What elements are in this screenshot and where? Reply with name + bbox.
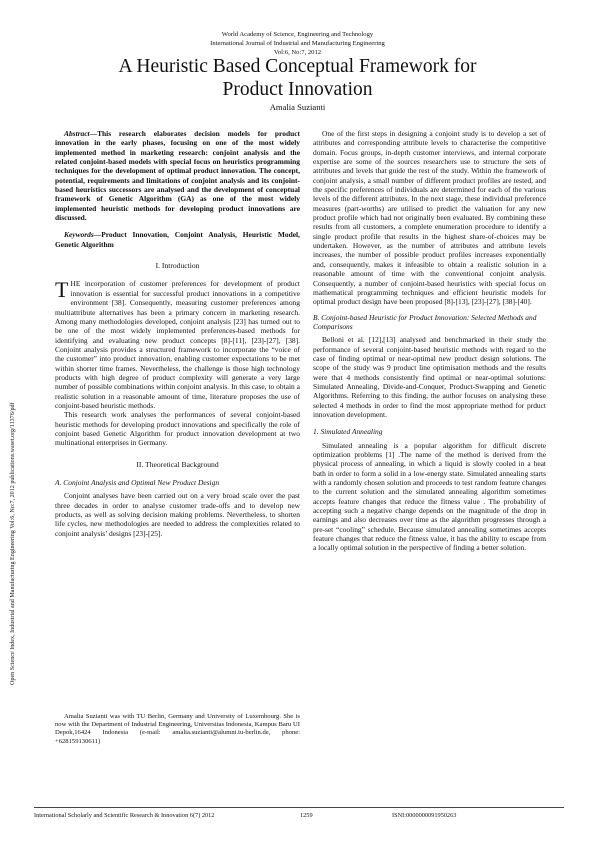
abstract [55,129,300,222]
paper-title-line2: Product Innovation [222,79,373,100]
subsection-b-paragraph: Belloni et al. [12],[13] analysed and benchmarked in their study the performance of several conjoint-based heuristic methods with regard to the case of finding optimal or near-optimal new product design solutions. The scope of the study was 9 product line optimisation methods and the results were that 4 methods consistently find optimal or near-optimal solutions: Simulated Annealing, Divide-and-Conquer, Product-Swapping and Genetic Algorithms. Referring to this finding, the author focuses on analysing these selected 4 methods in order to find the most appropriate method for prduct innovation development. [313,335,546,419]
keywords [55,230,300,249]
right-column [313,129,546,553]
section-heading-background: II. Theoretical Background [136,459,219,469]
subsection-a-paragraph: Conjoint analyses have been carried out on a very broad scale over the past three decades in order to analyse customer trade-offs and to develop new products, as well as solving decision making problems. Nevertheless, to shorten life cycles, new methodologies are needed to address the complexities related to conjoint analysis’ designs [23]-[25]. [55,491,300,538]
subsection-1-paragraph: Simulated annealing is a popular algorithm for difficult discrete optimization problems [1] .The name of the method is derived from the physical process of annealing, in which a liquid is slowly cooled in a heat bath in order to form a solid in a low-energy state. Simulated annealing starts with a randomly chosen solution and proceeds to test random feature changes to the current solution and the simulated annealing algorithm sometimes accepts feature changes that reduce the fitness value . The probability of accepting such a negative change depends on the magnitude of the drop in earnings and also decreases over time as the algorithm progresses through a pre-set “cooling” schedule. Because simulated annealing sometimes accepts feature changes that reduce the fitness value, it has the ability to escape from a locally optimal solution in the perspective of finding a better solution. [313,440,546,553]
intro-paragraph-1 [55,279,300,410]
subsection-heading-1: 1. Simulated Annealing [313,427,383,437]
author-footnote-text: Amalia Suzianti was with TU Berlin, Germany and University of Luxembourg. She is now with the Department of Industrial Engineering, Universitas Indonesia, Kampus Baru UI Depok,16424 Indonesia (e-mail: amalia.suzianti@alumni.tu-berlin.de, phone: +628159130611) [55,713,300,745]
drop-cap: T [55,277,69,303]
journal-header-line3: Vol:6, No:7, 2012 [273,49,322,56]
right-paragraph-1: One of the first steps in designing a conjoint study is to develop a set of attributes and corresponding attribute levels to characterise the competitive domain. Focus groups, in-depth customer interviews, and internal corporate expertise are some of the sources researchers use to structure the sets of attributes and levels that guide the rest of the study. Within the framework of conjoint analysis, a small number of different product profiles are tested, and the specific preferences of individuals are determined for each of the various levels of the different attributes. In the next stage, these individual preference measures (part-worths) are utilised to predict the valuation for any new product profile which had not originally been evaluated. By combining these results from all customers, a complete enumeration procedure to identify a single product profile that results in the highest share-of-choices may be undertaken. However, as the number of attributes and attribute levels increases, the number of possible product profiles increases exponentially and, consequently, makes it infeasible to obtain a realistic solution in a reasonable amount of time with the conventional conjoint analysis. Consequently, a number of conjoint-based heuristics with special focus on mathematical programming techniques and efficient heuristic models for optimal product design have been proposed [8]-[13], [23]-[27], [38]-[40]. [313,129,546,307]
intro-paragraph-2: This research work analyses the performances of several conjoint-based heuristic methods for developing product innovations and specifically the role of conjoint based Genetic Algorithm for product innovation development at two multinational enterprises in Germany. [55,410,300,448]
sidebar-index-text: Open Science Index, Industrial and Manufacturing Engineering Vol:6, No:7, 2012 publications.waset.org/11376/pdf [10,402,16,685]
keywords-text: —Product Innovation, Conjoint Analysis, Heuristic Model, Genetic Algorithm [55,230,300,249]
subsection-heading-b: B. Conjoint-based Heuristic for Product Innovation: Selected Methods and Comparisons [313,312,537,331]
footer-page-number: 1259 [300,812,313,819]
left-column [55,129,300,538]
intro-paragraph-1-text: HE incorporation of customer preferences for development of product innovation is essential for successful product innovations in a competitive environment [38]. Consequently, measuring customer preferences among multiattribute alternatives has been a primary concern in marketing research. Among many methodologies developed, conjoint analysis [23] has turned out to be one of the most widely implemented preferences-based methods for identifying and evaluating new product concepts [8]-[11], [23]-[27], [38]. Conjoint analysis provides a structured framework to incorporate the “voice of the customer” into product innovation, enabling customer expectations to be met within shorter time frames. Nevertheless, the challenge is those high technology products with high degree of product complexity will generate a very large number of possible combinations within conjoint analysis. In this case, to obtain a realistic solution in a reasonable amount of time, literature proposes the use of conjoint-based heuristic methods. [55,279,300,410]
paper-title-line1: A Heuristic Based Conceptual Framework for [118,56,477,77]
keywords-label: Keywords [64,230,94,240]
paper-title [40,55,555,101]
abstract-label: Abstract [64,129,90,138]
subsection-heading-a: A. Conjoint Analysis and Optimal New Product Design [55,478,220,487]
abstract-text: —This research elaborates decision models for product innovation in the early phases, focusing on one of the most widely implemented method in marketing research: conjoint analysis and the related conjoint-based models with special focus on heuristics programming techniques for the development of optimal product innovation. The concept, potential, requirements and limitations of conjoint analysis and its conjoint-based heuristics successors are analysed and the development of conceptual framework of Genetic Algorithm (GA) as one of the most widely implemented heuristic methods for developing product innovations are discussed. [55,129,300,223]
footer-divider [34,807,564,808]
journal-header-line2: International Journal of Industrial and Manufacturing Engineering [210,40,385,47]
author-name: Amalia Suzianti [269,102,326,112]
footer-isni: ISNI:0000000091950263 [392,812,457,819]
footer-journal-text: International Scholarly and Scientific Research & Innovation 6(7) 2012 [34,812,215,819]
journal-header-line1: World Academy of Science, Engineering and Technology [221,31,374,38]
author-footnote [55,713,300,746]
section-heading-introduction: I. Introduction [155,261,200,271]
